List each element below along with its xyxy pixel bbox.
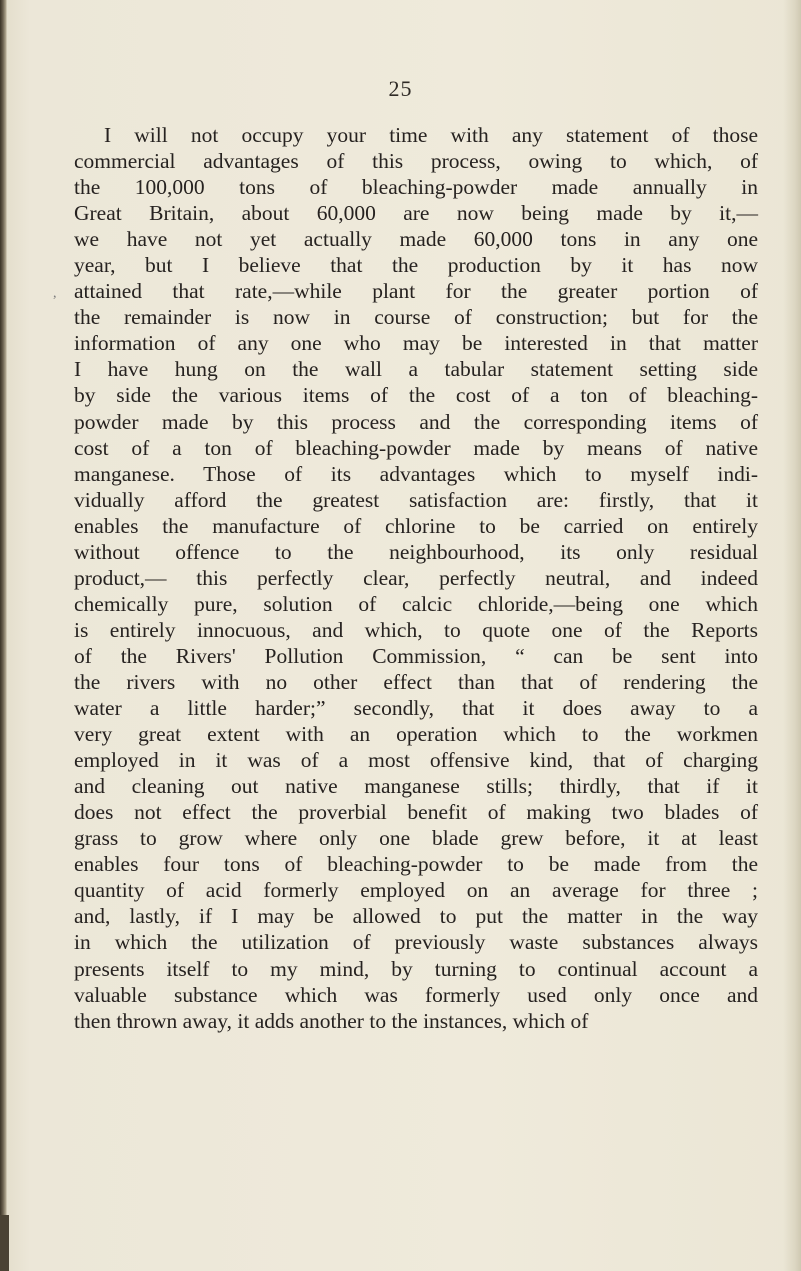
text-line: presents itself to my mind, by turning to continual account a (74, 956, 758, 981)
text-line: chemically pure, solution of calcic chloride,—being one which (74, 591, 758, 616)
text-line: manganese. Those of its advantages which to myself indi- (74, 461, 758, 486)
text-line: of the Rivers' Pollution Commission, “ can be sent into (74, 643, 758, 668)
text-line: vidually afford the greatest satisfaction are: firstly, that it (74, 487, 758, 512)
text-line: year, but I believe that the production by it has now (74, 253, 758, 278)
text-line: information of any one who may be interested in that matter (74, 331, 758, 356)
text-line: and, lastly, if I may be allowed to put the matter in the way (74, 904, 758, 929)
text-line: Great Britain, about 60,000 are now being made by it,— (74, 201, 758, 226)
text-line: in which the utilization of previously waste substances always (74, 930, 758, 955)
text-line: water a little harder;” secondly, that it does away to a (74, 696, 758, 721)
text-line: by side the various items of the cost of a ton of bleaching- (74, 383, 758, 408)
text-line: commercial advantages of this process, owing to which, of (74, 149, 758, 174)
text-line: the remainder is now in course of construction; but for the (74, 305, 758, 330)
text-line: then thrown away, it adds another to the instances, which of (74, 1008, 589, 1033)
margin-mark: , (53, 286, 57, 301)
text-line: valuable substance which was formerly used only once and (74, 982, 758, 1007)
text-line: the 100,000 tons of bleaching-powder made annually in (74, 175, 758, 200)
text-line: we have not yet actually made 60,000 tons in any one (74, 227, 758, 252)
binding-edge (0, 0, 7, 1271)
text-line: without offence to the neighbourhood, its only residual (74, 539, 758, 564)
text-line: and cleaning out native manganese stills; thirdly, that if it (74, 774, 758, 799)
text-line: cost of a ton of bleaching-powder made by means of native (74, 435, 758, 460)
text-line: grass to grow where only one blade grew before, it at least (74, 826, 758, 851)
text-line: powder made by this process and the corresponding items of (74, 409, 758, 434)
text-line: the rivers with no other effect than that of rendering the (74, 669, 758, 694)
text-line: product,— this perfectly clear, perfectly neutral, and indeed (74, 565, 758, 590)
text-line: I will not occupy your time with any statement of those (104, 123, 758, 147)
text-line: attained that rate,—while plant for the greater portion of (74, 279, 758, 304)
page-right-edge (783, 0, 801, 1271)
text-line: is entirely innocuous, and which, to quote one of the Reports (74, 617, 758, 642)
text-line: enables the manufacture of chlorine to be carried on entirely (74, 513, 758, 538)
text-line: employed in it was of a most offensive kind, that of charging (74, 748, 758, 773)
body-paragraph (74, 122, 758, 1034)
text-line: I have hung on the wall a tabular statement setting side (74, 357, 758, 382)
text-line: quantity of acid formerly employed on an average for three ; (74, 878, 758, 903)
text-line: does not effect the proverbial benefit of making two blades of (74, 800, 758, 825)
page-number: 25 (388, 76, 413, 101)
text-line: very great extent with an operation which to the workmen (74, 722, 758, 747)
text-line: enables four tons of bleaching-powder to be made from the (74, 852, 758, 877)
